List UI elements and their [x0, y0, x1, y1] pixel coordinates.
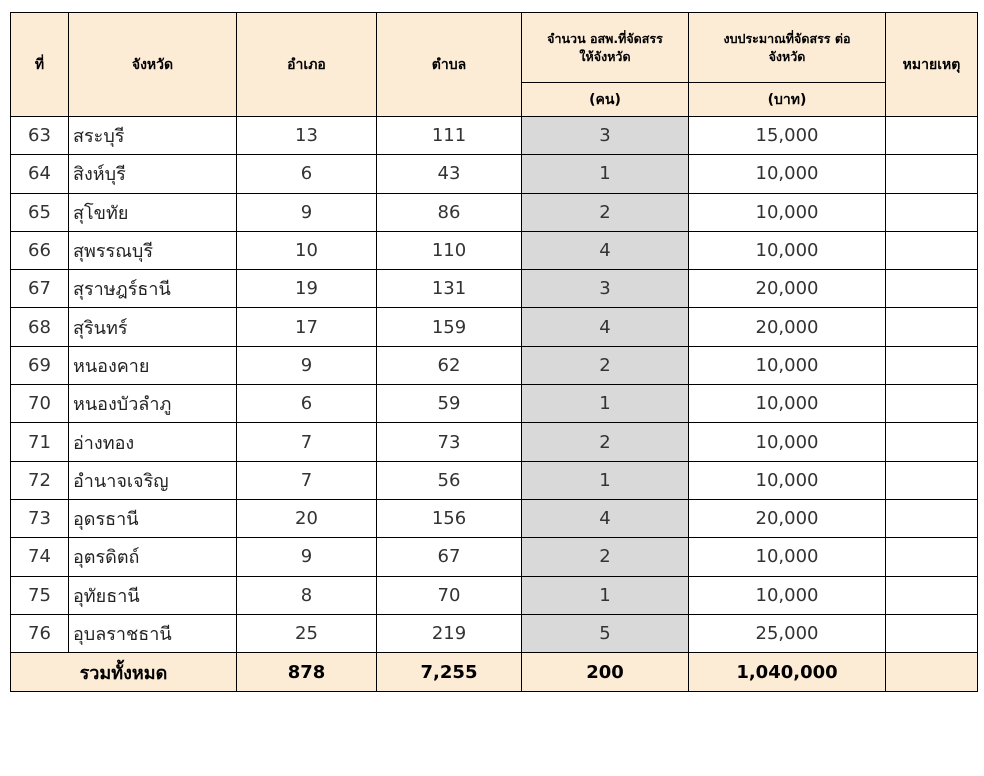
cell-remark — [886, 117, 978, 155]
cell-staff: 1 — [522, 576, 689, 614]
cell-subdistrict: 110 — [377, 231, 522, 269]
cell-district: 7 — [237, 423, 377, 461]
cell-subdistrict: 219 — [377, 614, 522, 652]
table-row — [11, 117, 978, 155]
cell-province: อุบลราชธานี — [69, 614, 237, 652]
cell-staff: 4 — [522, 499, 689, 537]
cell-budget: 10,000 — [689, 576, 886, 614]
cell-budget: 10,000 — [689, 346, 886, 384]
cell-district: 6 — [237, 155, 377, 193]
cell-no: 74 — [11, 538, 69, 576]
cell-district: 13 — [237, 117, 377, 155]
cell-district: 25 — [237, 614, 377, 652]
cell-budget: 10,000 — [689, 423, 886, 461]
cell-budget: 20,000 — [689, 499, 886, 537]
cell-no: 69 — [11, 346, 69, 384]
cell-subdistrict: 56 — [377, 461, 522, 499]
cell-no: 76 — [11, 614, 69, 652]
cell-no: 70 — [11, 385, 69, 423]
header-subdistrict: ตำบล — [377, 13, 522, 117]
cell-remark — [886, 461, 978, 499]
cell-district: 6 — [237, 385, 377, 423]
header-no: ที่ — [11, 13, 69, 117]
cell-remark — [886, 308, 978, 346]
cell-remark — [886, 499, 978, 537]
header-province: จังหวัด — [69, 13, 237, 117]
cell-province: อุทัยธานี — [69, 576, 237, 614]
header-district: อำเภอ — [237, 13, 377, 117]
cell-no: 68 — [11, 308, 69, 346]
cell-budget: 25,000 — [689, 614, 886, 652]
table-row — [11, 499, 978, 537]
cell-budget: 15,000 — [689, 117, 886, 155]
cell-district: 19 — [237, 270, 377, 308]
cell-subdistrict: 43 — [377, 155, 522, 193]
cell-staff: 2 — [522, 538, 689, 576]
cell-no: 64 — [11, 155, 69, 193]
cell-district: 10 — [237, 231, 377, 269]
cell-subdistrict: 59 — [377, 385, 522, 423]
cell-province: อุตรดิตถ์ — [69, 538, 237, 576]
cell-province: สุรินทร์ — [69, 308, 237, 346]
table-row — [11, 538, 978, 576]
cell-staff: 3 — [522, 117, 689, 155]
cell-budget: 10,000 — [689, 231, 886, 269]
cell-no: 63 — [11, 117, 69, 155]
cell-no: 67 — [11, 270, 69, 308]
table-row — [11, 231, 978, 269]
cell-district: 9 — [237, 193, 377, 231]
cell-district: 8 — [237, 576, 377, 614]
cell-province: สุพรรณบุรี — [69, 231, 237, 269]
cell-staff: 1 — [522, 385, 689, 423]
cell-district: 17 — [237, 308, 377, 346]
cell-district: 9 — [237, 538, 377, 576]
header-remark: หมายเหตุ — [886, 13, 978, 117]
header-budget-title-text: งบประมาณที่จัดสรร ต่อจังหวัด — [723, 30, 851, 64]
cell-budget: 10,000 — [689, 385, 886, 423]
cell-budget: 10,000 — [689, 155, 886, 193]
allocation-table — [10, 12, 978, 692]
cell-budget: 10,000 — [689, 461, 886, 499]
cell-remark — [886, 538, 978, 576]
cell-staff: 2 — [522, 346, 689, 384]
cell-staff: 4 — [522, 308, 689, 346]
cell-staff: 1 — [522, 155, 689, 193]
cell-budget: 10,000 — [689, 193, 886, 231]
cell-subdistrict: 131 — [377, 270, 522, 308]
cell-remark — [886, 614, 978, 652]
cell-subdistrict: 159 — [377, 308, 522, 346]
table-row — [11, 385, 978, 423]
cell-staff: 2 — [522, 193, 689, 231]
total-staff: 200 — [522, 653, 689, 692]
cell-subdistrict: 70 — [377, 576, 522, 614]
cell-province: สระบุรี — [69, 117, 237, 155]
cell-subdistrict: 86 — [377, 193, 522, 231]
cell-budget: 20,000 — [689, 270, 886, 308]
cell-no: 71 — [11, 423, 69, 461]
cell-remark — [886, 270, 978, 308]
total-label: รวมทั้งหมด — [11, 653, 237, 692]
cell-province: สิงห์บุรี — [69, 155, 237, 193]
table-row — [11, 308, 978, 346]
cell-remark — [886, 193, 978, 231]
cell-no: 65 — [11, 193, 69, 231]
cell-province: สุราษฎร์ธานี — [69, 270, 237, 308]
cell-budget: 20,000 — [689, 308, 886, 346]
cell-province: อุดรธานี — [69, 499, 237, 537]
cell-district: 9 — [237, 346, 377, 384]
table-footer — [11, 653, 978, 692]
header-budget-unit: (บาท) — [689, 83, 886, 117]
cell-subdistrict: 156 — [377, 499, 522, 537]
cell-no: 72 — [11, 461, 69, 499]
header-staff-title-text: จำนวน อสพ.ที่จัดสรร ให้จังหวัด — [547, 30, 663, 64]
table-row — [11, 461, 978, 499]
cell-remark — [886, 231, 978, 269]
table-row — [11, 614, 978, 652]
cell-district: 20 — [237, 499, 377, 537]
total-district: 878 — [237, 653, 377, 692]
cell-province: สุโขทัย — [69, 193, 237, 231]
header-budget-title — [689, 13, 886, 83]
table-row — [11, 423, 978, 461]
cell-staff: 5 — [522, 614, 689, 652]
cell-staff: 3 — [522, 270, 689, 308]
cell-district: 7 — [237, 461, 377, 499]
cell-subdistrict: 73 — [377, 423, 522, 461]
cell-no: 66 — [11, 231, 69, 269]
cell-remark — [886, 576, 978, 614]
cell-province: หนองคาย — [69, 346, 237, 384]
cell-staff: 1 — [522, 461, 689, 499]
cell-remark — [886, 423, 978, 461]
cell-remark — [886, 385, 978, 423]
total-remark — [886, 653, 978, 692]
cell-remark — [886, 346, 978, 384]
table-row — [11, 346, 978, 384]
table-row — [11, 576, 978, 614]
cell-province: หนองบัวลำภู — [69, 385, 237, 423]
table-header — [11, 13, 978, 117]
total-budget: 1,040,000 — [689, 653, 886, 692]
header-staff-title — [522, 13, 689, 83]
cell-subdistrict: 67 — [377, 538, 522, 576]
table-row — [11, 193, 978, 231]
table-row — [11, 155, 978, 193]
cell-subdistrict: 111 — [377, 117, 522, 155]
header-staff-unit: (คน) — [522, 83, 689, 117]
table-body — [11, 117, 978, 653]
total-subdistrict: 7,255 — [377, 653, 522, 692]
table-row — [11, 270, 978, 308]
cell-province: อ่างทอง — [69, 423, 237, 461]
cell-staff: 2 — [522, 423, 689, 461]
cell-subdistrict: 62 — [377, 346, 522, 384]
cell-no: 75 — [11, 576, 69, 614]
cell-budget: 10,000 — [689, 538, 886, 576]
cell-remark — [886, 155, 978, 193]
cell-province: อำนาจเจริญ — [69, 461, 237, 499]
cell-no: 73 — [11, 499, 69, 537]
cell-staff: 4 — [522, 231, 689, 269]
